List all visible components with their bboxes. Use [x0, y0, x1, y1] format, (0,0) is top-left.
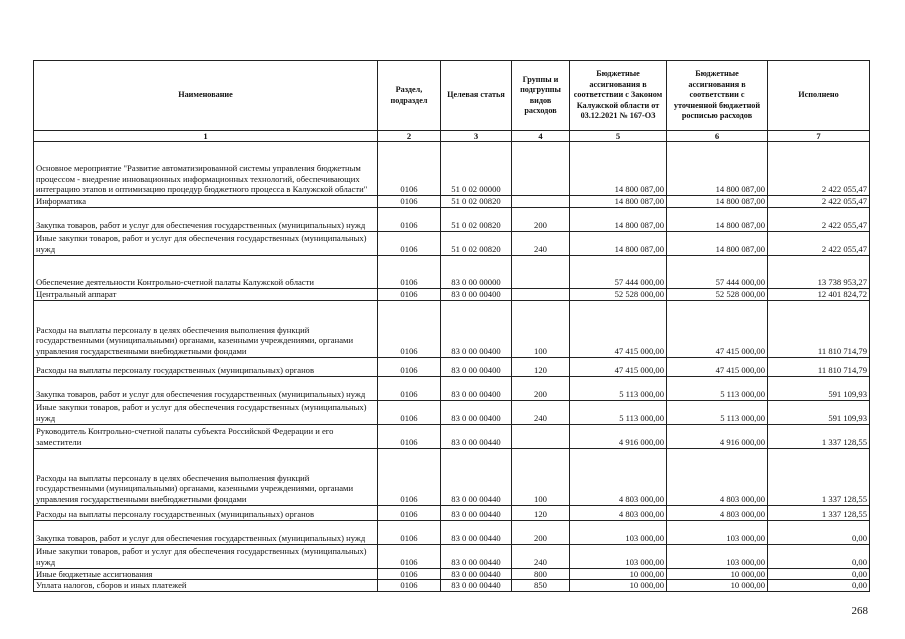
row-name: Обеспечение деятельности Контрольно-счетной палаты Калужской области	[34, 255, 378, 288]
row-target-article: 83 0 00 00000	[441, 255, 512, 288]
row-executed: 1 337 128,55	[768, 505, 870, 520]
row-revised-allocation: 14 800 087,00	[667, 207, 768, 231]
row-section: 0106	[378, 580, 441, 592]
row-law-allocation: 14 800 087,00	[570, 196, 667, 208]
table-row	[34, 544, 870, 568]
row-target-article: 83 0 00 00440	[441, 520, 512, 544]
row-section: 0106	[378, 568, 441, 580]
row-name: Центральный аппарат	[34, 288, 378, 300]
row-section: 0106	[378, 196, 441, 208]
row-expense-group	[512, 424, 570, 448]
row-law-allocation: 5 113 000,00	[570, 400, 667, 424]
row-section: 0106	[378, 207, 441, 231]
row-section: 0106	[378, 505, 441, 520]
table-row	[34, 231, 870, 255]
row-section: 0106	[378, 376, 441, 400]
row-revised-allocation: 4 916 000,00	[667, 424, 768, 448]
row-executed: 0,00	[768, 520, 870, 544]
row-law-allocation: 10 000,00	[570, 580, 667, 592]
row-target-article: 51 0 02 00820	[441, 196, 512, 208]
row-law-allocation: 5 113 000,00	[570, 376, 667, 400]
column-header: Бюджетные ассигнования в соответствии с Законом Калужской области от 03.12.2021 № 167-ОЗ	[570, 61, 667, 131]
row-executed: 12 401 824,72	[768, 288, 870, 300]
row-executed: 591 109,93	[768, 400, 870, 424]
row-name: Иные закупки товаров, работ и услуг для обеспечения государственных (муниципальных) нужд	[34, 544, 378, 568]
row-revised-allocation: 5 113 000,00	[667, 400, 768, 424]
row-section: 0106	[378, 357, 441, 376]
row-law-allocation: 57 444 000,00	[570, 255, 667, 288]
row-executed: 0,00	[768, 568, 870, 580]
table-row	[34, 568, 870, 580]
column-number: 5	[570, 131, 667, 142]
budget-table	[33, 60, 870, 592]
row-target-article: 83 0 00 00400	[441, 300, 512, 357]
row-law-allocation: 4 803 000,00	[570, 505, 667, 520]
row-law-allocation: 103 000,00	[570, 520, 667, 544]
row-revised-allocation: 4 803 000,00	[667, 505, 768, 520]
row-revised-allocation: 4 803 000,00	[667, 448, 768, 505]
row-expense-group: 240	[512, 544, 570, 568]
row-name: Закупка товаров, работ и услуг для обеспечения государственных (муниципальных) нужд	[34, 207, 378, 231]
table-row	[34, 505, 870, 520]
row-revised-allocation: 5 113 000,00	[667, 376, 768, 400]
row-revised-allocation: 103 000,00	[667, 544, 768, 568]
table-row	[34, 288, 870, 300]
row-target-article: 51 0 02 00000	[441, 142, 512, 196]
row-executed: 2 422 055,47	[768, 142, 870, 196]
row-revised-allocation: 14 800 087,00	[667, 231, 768, 255]
row-revised-allocation: 47 415 000,00	[667, 300, 768, 357]
row-section: 0106	[378, 231, 441, 255]
row-name: Иные бюджетные ассигнования	[34, 568, 378, 580]
column-number: 2	[378, 131, 441, 142]
row-name: Уплата налогов, сборов и иных платежей	[34, 580, 378, 592]
row-law-allocation: 14 800 087,00	[570, 207, 667, 231]
row-name: Информатика	[34, 196, 378, 208]
row-name: Руководитель Контрольно-счетной палаты субъекта Российской Федерации и его заместители	[34, 424, 378, 448]
table-row	[34, 424, 870, 448]
table-header	[34, 61, 870, 142]
row-target-article: 83 0 00 00440	[441, 448, 512, 505]
row-revised-allocation: 14 800 087,00	[667, 196, 768, 208]
row-executed: 0,00	[768, 544, 870, 568]
table-row	[34, 520, 870, 544]
row-target-article: 83 0 00 00400	[441, 288, 512, 300]
row-expense-group: 100	[512, 300, 570, 357]
row-expense-group: 240	[512, 400, 570, 424]
row-executed: 1 337 128,55	[768, 448, 870, 505]
row-name: Иные закупки товаров, работ и услуг для обеспечения государственных (муниципальных) нужд	[34, 400, 378, 424]
row-revised-allocation: 57 444 000,00	[667, 255, 768, 288]
column-header: Группы и подгруппы видов расходов	[512, 61, 570, 131]
row-revised-allocation: 103 000,00	[667, 520, 768, 544]
row-expense-group: 200	[512, 520, 570, 544]
row-section: 0106	[378, 448, 441, 505]
row-section: 0106	[378, 288, 441, 300]
table-row	[34, 142, 870, 196]
page-number: 268	[851, 605, 868, 617]
column-header: Раздел, подраздел	[378, 61, 441, 131]
table-row	[34, 400, 870, 424]
row-executed: 591 109,93	[768, 376, 870, 400]
row-target-article: 83 0 00 00440	[441, 568, 512, 580]
row-expense-group	[512, 255, 570, 288]
row-revised-allocation: 52 528 000,00	[667, 288, 768, 300]
row-law-allocation: 103 000,00	[570, 544, 667, 568]
row-section: 0106	[378, 142, 441, 196]
table-row	[34, 207, 870, 231]
row-name: Расходы на выплаты персоналу в целях обеспечения выполнения функций государственными (муниципальными) органами, казенными учреждениями, органами управления государственными внебюджетными фондами	[34, 448, 378, 505]
row-target-article: 83 0 00 00440	[441, 580, 512, 592]
row-section: 0106	[378, 300, 441, 357]
row-target-article: 83 0 00 00440	[441, 424, 512, 448]
row-name: Закупка товаров, работ и услуг для обеспечения государственных (муниципальных) нужд	[34, 520, 378, 544]
column-number: 6	[667, 131, 768, 142]
row-law-allocation: 47 415 000,00	[570, 357, 667, 376]
table-row	[34, 376, 870, 400]
row-expense-group: 200	[512, 376, 570, 400]
row-executed: 0,00	[768, 580, 870, 592]
row-revised-allocation: 14 800 087,00	[667, 142, 768, 196]
row-expense-group: 100	[512, 448, 570, 505]
column-number: 1	[34, 131, 378, 142]
table-row	[34, 357, 870, 376]
column-number: 4	[512, 131, 570, 142]
row-revised-allocation: 10 000,00	[667, 568, 768, 580]
row-target-article: 51 0 02 00820	[441, 231, 512, 255]
row-name: Расходы на выплаты персоналу государственных (муниципальных) органов	[34, 505, 378, 520]
row-revised-allocation: 10 000,00	[667, 580, 768, 592]
row-expense-group	[512, 142, 570, 196]
row-law-allocation: 4 916 000,00	[570, 424, 667, 448]
row-section: 0106	[378, 400, 441, 424]
row-section: 0106	[378, 255, 441, 288]
row-section: 0106	[378, 520, 441, 544]
row-expense-group: 200	[512, 207, 570, 231]
row-target-article: 83 0 00 00440	[441, 505, 512, 520]
row-expense-group: 120	[512, 505, 570, 520]
column-header: Целевая статья	[441, 61, 512, 131]
budget-table-page	[33, 60, 869, 592]
row-expense-group: 850	[512, 580, 570, 592]
row-expense-group	[512, 288, 570, 300]
table-row	[34, 255, 870, 288]
row-law-allocation: 47 415 000,00	[570, 300, 667, 357]
row-executed: 2 422 055,47	[768, 207, 870, 231]
row-expense-group	[512, 196, 570, 208]
row-executed: 11 810 714,79	[768, 300, 870, 357]
row-expense-group: 800	[512, 568, 570, 580]
table-row	[34, 196, 870, 208]
row-executed: 11 810 714,79	[768, 357, 870, 376]
table-row	[34, 580, 870, 592]
row-name: Расходы на выплаты персоналу в целях обеспечения выполнения функций государственными (муниципальными) органами, казенными учреждениями, органами управления государственными внебюджетными фондами	[34, 300, 378, 357]
column-number: 3	[441, 131, 512, 142]
row-target-article: 83 0 00 00400	[441, 376, 512, 400]
table-row	[34, 300, 870, 357]
row-target-article: 51 0 02 00820	[441, 207, 512, 231]
row-name: Основное мероприятие "Развитие автоматизированной системы управления бюджетным процессом - внедрение инновационных информационных технологий, обеспечивающих интеграцию этапов и оптимизацию процедур бюджетного процесса в Калужской области"	[34, 142, 378, 196]
row-name: Закупка товаров, работ и услуг для обеспечения государственных (муниципальных) нужд	[34, 376, 378, 400]
row-law-allocation: 52 528 000,00	[570, 288, 667, 300]
row-executed: 13 738 953,27	[768, 255, 870, 288]
row-section: 0106	[378, 424, 441, 448]
row-law-allocation: 14 800 087,00	[570, 142, 667, 196]
row-law-allocation: 4 803 000,00	[570, 448, 667, 505]
column-header: Исполнено	[768, 61, 870, 131]
table-body	[34, 142, 870, 592]
row-expense-group: 240	[512, 231, 570, 255]
row-section: 0106	[378, 544, 441, 568]
row-revised-allocation: 47 415 000,00	[667, 357, 768, 376]
row-name: Расходы на выплаты персоналу государственных (муниципальных) органов	[34, 357, 378, 376]
column-header: Бюджетные ассигнования в соответствии с уточненной бюджетной росписью расходов	[667, 61, 768, 131]
row-name: Иные закупки товаров, работ и услуг для обеспечения государственных (муниципальных) нужд	[34, 231, 378, 255]
row-executed: 1 337 128,55	[768, 424, 870, 448]
row-target-article: 83 0 00 00440	[441, 544, 512, 568]
row-law-allocation: 10 000,00	[570, 568, 667, 580]
column-number: 7	[768, 131, 870, 142]
row-target-article: 83 0 00 00400	[441, 357, 512, 376]
row-expense-group: 120	[512, 357, 570, 376]
row-executed: 2 422 055,47	[768, 231, 870, 255]
row-executed: 2 422 055,47	[768, 196, 870, 208]
table-row	[34, 448, 870, 505]
row-law-allocation: 14 800 087,00	[570, 231, 667, 255]
row-target-article: 83 0 00 00400	[441, 400, 512, 424]
column-header: Наименование	[34, 61, 378, 131]
